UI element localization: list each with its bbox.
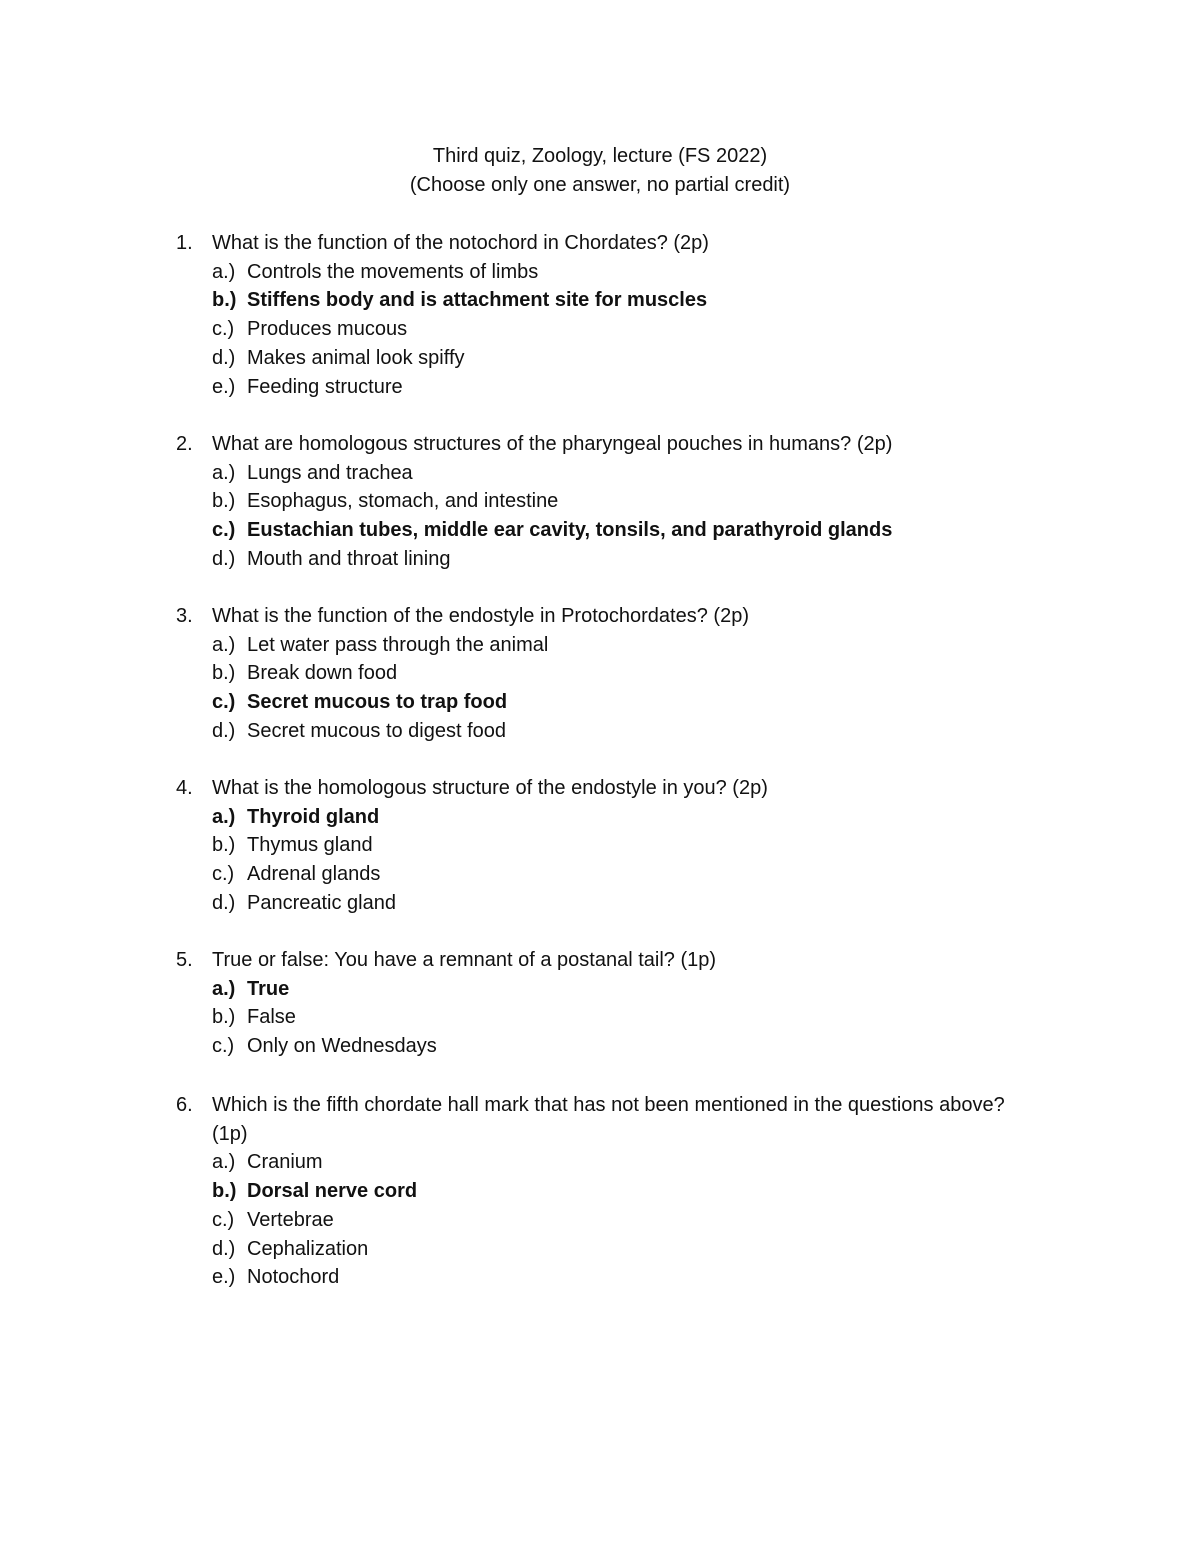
answer-option-text: Vertebrae (247, 1208, 334, 1231)
answer-option-letter: b.) (212, 834, 236, 857)
answer-option-text: Mouth and throat lining (247, 547, 451, 570)
answer-option-text: False (247, 1006, 296, 1029)
answer-option-letter: a.) (212, 461, 236, 484)
answer-option-text: Let water pass through the animal (247, 633, 549, 656)
answer-option-letter: b.) (212, 490, 236, 513)
quiz-instructions: (Choose only one answer, no partial credit) (409, 174, 791, 196)
answer-option-text: Secret mucous to digest food (247, 719, 507, 742)
correct-answer-text: Eustachian tubes, middle ear cavity, tonsils, and parathyroid glands (247, 519, 893, 542)
correct-answer-letter: c.) (212, 691, 236, 714)
quiz-title: Third quiz, Zoology, lecture (FS 2022) (432, 145, 768, 167)
answer-option-letter: c.) (212, 863, 235, 886)
answer-option-text: Controls the movements of limbs (247, 260, 539, 283)
answer-option-text: Cranium (247, 1151, 323, 1174)
question-number: 4. (176, 777, 193, 799)
question-number: 2. (176, 433, 193, 455)
answer-option-text: Makes animal look spiffy (247, 346, 465, 369)
answer-option-letter: c.) (212, 318, 235, 341)
correct-answer-text: Dorsal nerve cord (247, 1180, 418, 1203)
answer-option-text: Only on Wednesdays (247, 1035, 437, 1058)
answer-option-letter: a.) (212, 633, 236, 656)
answer-option-letter: b.) (212, 1006, 236, 1029)
question-number: 1. (176, 232, 193, 254)
answer-option-text: Notochord (247, 1266, 340, 1289)
answer-option-text: Esophagus, stomach, and intestine (247, 490, 559, 513)
question-number: 3. (176, 605, 193, 627)
answer-option-letter: d.) (212, 719, 236, 742)
answer-option-text: Produces mucous (247, 318, 408, 341)
correct-answer-letter: b.) (212, 289, 237, 312)
answer-option-letter: e.) (212, 1266, 236, 1289)
question-text: Which is the fifth chordate hall mark that has not been mentioned in the questions above? (1p) (212, 1094, 1005, 1145)
question-text: What is the function of the endostyle in Protochordates? (2p) (212, 605, 749, 627)
answer-option-letter: d.) (212, 547, 236, 570)
question-text: What are homologous structures of the pharyngeal pouches in humans? (2p) (212, 433, 893, 455)
answer-option-text: Lungs and trachea (247, 461, 413, 484)
question-text: What is the function of the notochord in Chordates? (2p) (212, 232, 709, 254)
correct-answer-letter: c.) (212, 519, 236, 542)
answer-option-text: Break down food (247, 662, 398, 685)
answer-option-letter: d.) (212, 346, 236, 369)
answer-option-text: Thymus gland (247, 834, 373, 857)
answer-option-text: Pancreatic gland (247, 891, 396, 914)
correct-answer-letter: b.) (212, 1180, 237, 1203)
answer-option-text: Adrenal glands (247, 863, 381, 886)
answer-option-letter: a.) (212, 1151, 236, 1174)
correct-answer-text: True (247, 977, 290, 1000)
answer-option-text: Cephalization (247, 1237, 369, 1260)
answer-option-letter: c.) (212, 1035, 235, 1058)
correct-answer-text: Thyroid gland (247, 805, 380, 828)
correct-answer-letter: a.) (212, 805, 236, 828)
question-text: What is the homologous structure of the endostyle in you? (2p) (212, 777, 768, 799)
answer-option-letter: d.) (212, 891, 236, 914)
answer-option-text: Feeding structure (247, 375, 403, 398)
answer-option-letter: b.) (212, 662, 236, 685)
answer-option-letter: d.) (212, 1237, 236, 1260)
question-text: True or false: You have a remnant of a postanal tail? (1p) (212, 949, 717, 971)
quiz-header (0, 142, 1200, 200)
question-number: 6. (176, 1094, 193, 1116)
correct-answer-text: Secret mucous to trap food (247, 691, 508, 714)
correct-answer-text: Stiffens body and is attachment site for muscles (247, 289, 708, 312)
correct-answer-letter: a.) (212, 977, 236, 1000)
answer-option-letter: a.) (212, 260, 236, 283)
question-number: 5. (176, 949, 193, 971)
answer-option-letter: e.) (212, 375, 236, 398)
answer-option-letter: c.) (212, 1208, 235, 1231)
